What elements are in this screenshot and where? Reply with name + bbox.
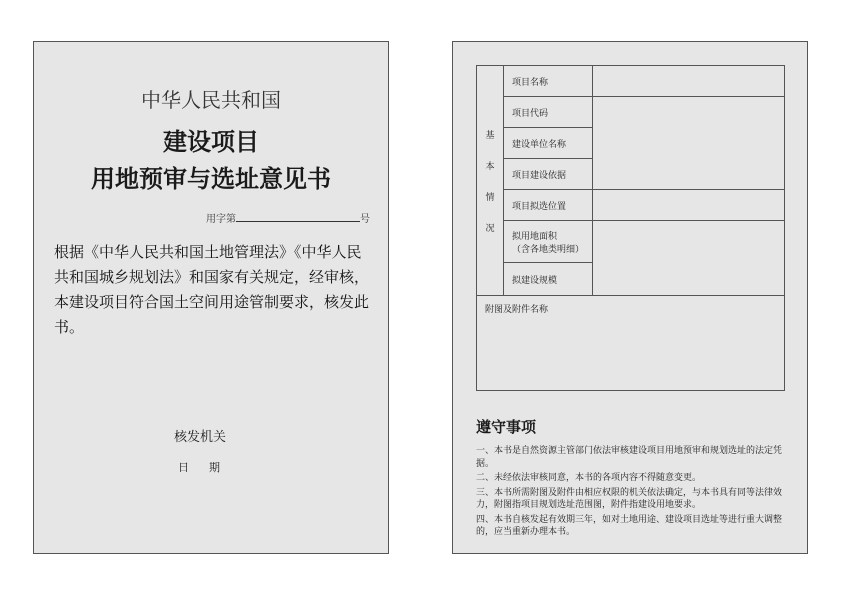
value-project-name[interactable] (593, 66, 785, 97)
certificate-cover-page (33, 41, 389, 554)
row-label-construction-unit: 建设单位名称 (504, 128, 593, 159)
doc-no-prefix: 用字第 (206, 214, 236, 225)
attachments-cell[interactable] (477, 296, 785, 391)
section-char: 情 (485, 192, 495, 203)
land-area-label: 拟用地面积 (512, 231, 558, 242)
doc-no-blank (236, 212, 360, 222)
certificate-info-page (452, 41, 808, 554)
land-area-note: （含各地类明细） (512, 244, 585, 255)
doc-no-suffix: 号 (360, 214, 370, 225)
date-char-1: 日 (178, 461, 189, 474)
row-label-project-code: 项目代码 (504, 97, 593, 128)
rules-title: 遵守事项 (476, 418, 537, 436)
rules-list (476, 445, 792, 541)
date-label (178, 459, 220, 475)
section-char: 况 (485, 223, 495, 234)
row-label-proposed-location: 项目拟选位置 (504, 190, 593, 221)
attachments-label: 附图及附件名称 (485, 305, 549, 315)
row-label-land-area (504, 221, 593, 263)
issuing-authority-label: 核发机关 (174, 430, 227, 445)
rule-item: 一、本书是自然资源主管部门依法审核建设项目用地预审和规划选址的法定凭据。 (476, 446, 783, 469)
basic-info-table (476, 65, 785, 391)
section-char: 本 (485, 161, 495, 172)
value-land-area-scale[interactable] (593, 221, 785, 296)
rule-item: 三、本书所需附图及附件由相应权限的机关依法确定，与本书具有同等法律效力，附图指项目规划选址范围图，附件指建设用地要求。 (476, 487, 783, 510)
row-label-project-basis: 项目建设依据 (504, 159, 593, 190)
row-label-construction-scale: 拟建设规模 (504, 263, 593, 296)
basic-info-section-label (477, 66, 504, 296)
rule-item: 四、本书自核发起有效期三年，如对土地用途、建设项目选址等进行重大调整的，应当重新办理本书。 (476, 514, 783, 537)
title-line-2: 用地预审与选址意见书 (91, 165, 331, 193)
document-number (206, 210, 370, 225)
date-char-2: 期 (209, 461, 220, 474)
row-label-project-name: 项目名称 (504, 66, 593, 97)
section-char: 基 (485, 130, 495, 141)
value-proposed-location[interactable] (593, 190, 785, 221)
certificate-body-text: 根据《中华人民共和国土地管理法》《中华人民共和国城乡规划法》和国家有关规定，经审核，本建设项目符合国土空间用途管制要求，核发此书。 (54, 243, 370, 336)
title-line-1: 建设项目 (163, 128, 259, 156)
value-project-code-unit-basis[interactable] (593, 97, 785, 190)
country-name: 中华人民共和国 (141, 88, 281, 112)
rule-item: 二、未经依法审核同意，本书的各项内容不得随意变更。 (476, 473, 702, 483)
